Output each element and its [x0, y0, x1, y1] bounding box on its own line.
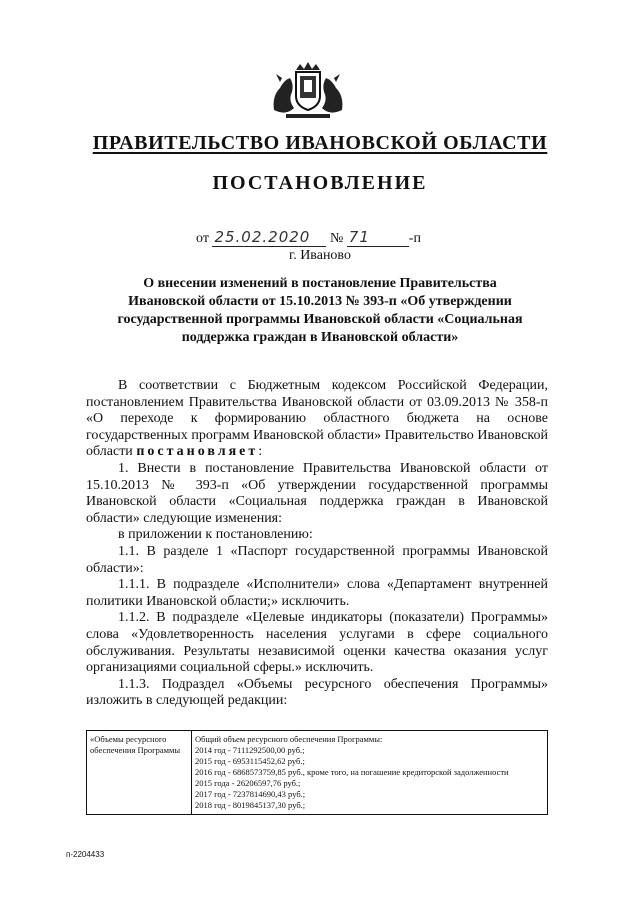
government-title: ПРАВИТЕЛЬСТВО ИВАНОВСКОЙ ОБЛАСТИ [92, 132, 548, 154]
date-prefix: от [196, 231, 209, 246]
document-body [86, 378, 548, 710]
coat-of-arms-emblem [268, 60, 348, 122]
table-cell-values [192, 731, 548, 815]
subject-line: государственной программы Ивановской области «Социальная [117, 312, 523, 327]
table-line: Общий объем ресурсного обеспечения Программы: [195, 734, 383, 744]
body-paragraph: 1.1.2. В подразделе «Целевые индикаторы (показатели) Программы» слова «Удовлетворенность населения услугами в сфере социального обслуживания. Результаты независимой оценки качества оказания услуг организациями социальной сферы.» исключить. [86, 610, 548, 676]
subject-line: Ивановской области от 15.10.2013 № 393-п «Об утверждении [128, 294, 512, 309]
body-paragraph: 1. Внести в постановление Правительства Ивановской области от 15.10.2013 № 393-п «Об утверждении государственной программы Ивановской области «Социальная поддержка граждан в Ивановской области» следующие изменения: [86, 460, 548, 526]
handwritten-date: 25.02.2020 [212, 228, 326, 247]
document-type-heading: ПОСТАНОВЛЕНИЕ [212, 172, 428, 194]
subject-line: О внесении изменений в постановление Правительства [143, 276, 497, 291]
table-line: 2015 год - 6953115452,62 руб.; [195, 756, 305, 766]
document-code: п-2204433 [66, 850, 105, 859]
body-paragraph: 1.1.1. В подразделе «Исполнители» слова «Департамент внутренней политики Ивановской области;» исключить. [86, 577, 548, 609]
date-number-line [196, 228, 421, 247]
table-line: 2015 года - 26206597,76 руб.; [195, 778, 301, 788]
number-suffix: -п [408, 231, 421, 246]
table-line: 2017 год - 7237814690,43 руб.; [195, 789, 306, 799]
body-paragraph: 1.1. В разделе 1 «Паспорт государственной программы Ивановской области»: [86, 543, 548, 576]
subject-line: поддержка граждан в Ивановской области» [181, 330, 459, 345]
body-paragraph: в приложении к постановлению: [118, 527, 313, 543]
handwritten-number: 71 [347, 228, 409, 247]
table-line: 2016 год - 6868573759,85 руб., кроме того, на погашение кредиторской задолженности [195, 767, 509, 777]
table-line: 2014 год - 7111292500,00 руб.; [195, 745, 305, 755]
table-cell-label: «Объемы ресурсного обеспечения Программы [87, 731, 192, 815]
number-prefix: № [329, 231, 344, 246]
body-paragraph: 1.1.3. Подраздел «Объемы ресурсного обеспечения Программы» изложить в следующей редакции: [86, 676, 548, 709]
document-subject [90, 275, 550, 347]
table-row [87, 731, 548, 815]
table-line: 2018 год - 8019845137,30 руб.; [195, 800, 306, 810]
resource-table [86, 730, 548, 815]
city-name: г. Иваново [289, 248, 351, 263]
body-paragraph: В соответствии с Бюджетным кодексом Российской Федерации, постановлением Правительства Ивановской области от 03.09.2013 № 358-п «О переходе к формированию областного бюджета на основе государственных программ Ивановской области» Правительство Ивановской области постановляет: [86, 378, 548, 460]
resolves-word: постановляет [136, 444, 259, 460]
